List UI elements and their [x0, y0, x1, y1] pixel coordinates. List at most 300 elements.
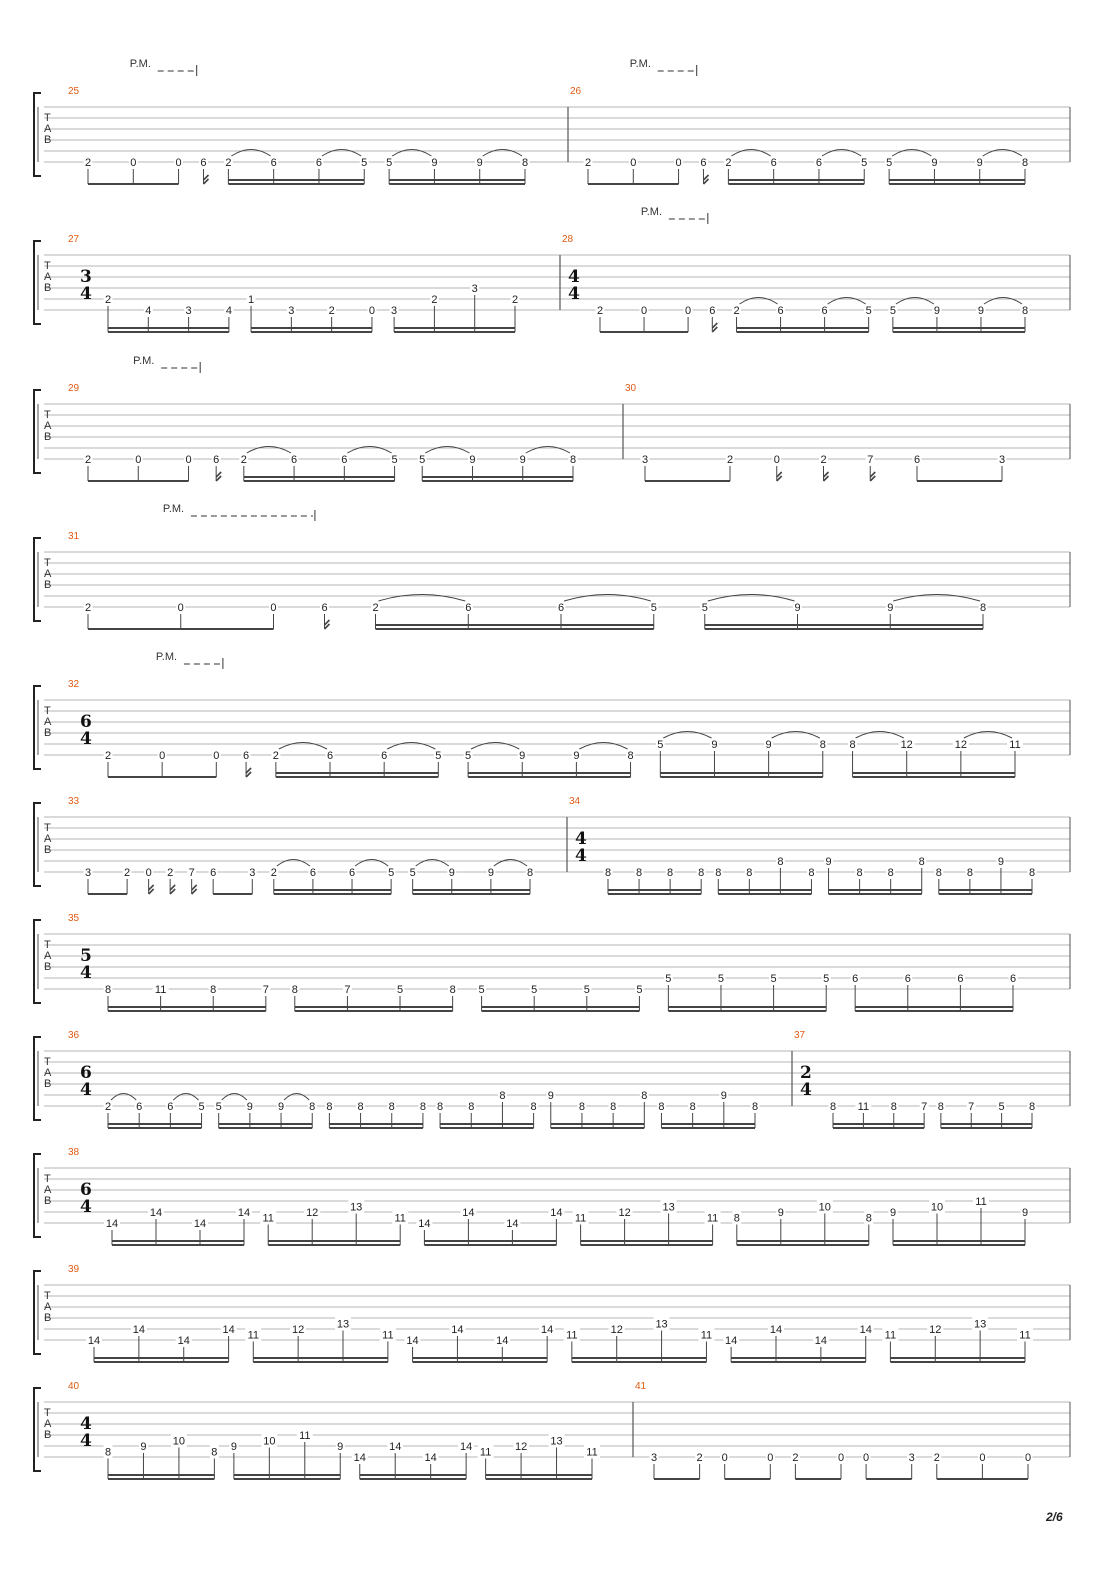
fret-number: 12: [900, 739, 913, 751]
fret-number: 12: [610, 1324, 623, 1336]
tab-system: [34, 913, 1070, 1011]
fret-number: 6: [709, 305, 716, 317]
slur: [277, 860, 310, 867]
fret-number: 6: [913, 454, 921, 466]
fret-number: 5: [361, 157, 368, 169]
measure-25: [68, 58, 530, 184]
fret-number: 11: [884, 1329, 897, 1342]
fret-number: 8: [1021, 157, 1029, 169]
fret-number: 9: [997, 856, 1005, 868]
fret-number: 2: [84, 157, 92, 169]
fret-number: 8: [641, 1090, 648, 1102]
tab-clef-letter: A: [44, 123, 52, 135]
tab-clef-letter: A: [44, 833, 52, 845]
palm-mute-label: P.M.: [155, 651, 178, 663]
fret-number: 6: [815, 157, 823, 169]
tab-clef-letter: T: [44, 112, 51, 124]
fret-number: 7: [344, 984, 351, 996]
tab-system: [34, 1147, 1070, 1245]
tremolo-mark: [203, 175, 208, 184]
fret-number: 14: [132, 1324, 145, 1336]
fret-number: 3: [391, 305, 398, 317]
fret-number: 8: [104, 984, 112, 996]
fret-number: 9: [246, 1101, 253, 1113]
fret-number: 8: [635, 867, 643, 879]
tremolo-mark: [824, 472, 829, 481]
slur: [471, 743, 519, 750]
fret-number: 9: [277, 1101, 285, 1113]
measure-number: 37: [794, 1030, 806, 1041]
fret-number: 14: [859, 1324, 872, 1336]
measure-31: [68, 503, 988, 629]
measure-37: [792, 1030, 1037, 1128]
fret-number: 11: [1019, 1329, 1031, 1342]
fret-number: 14: [550, 1207, 563, 1219]
fret-number: 8: [326, 1101, 333, 1113]
fret-number: 6: [270, 157, 277, 169]
measure-26: [568, 58, 1030, 184]
fret-number: 12: [618, 1207, 631, 1219]
fret-number: 8: [715, 867, 722, 879]
fret-number: 1: [247, 294, 255, 306]
fret-number: 9: [230, 1441, 237, 1453]
fret-number: 5: [465, 750, 472, 762]
tab-clef-letter: T: [44, 1173, 51, 1185]
fret-number: 3: [908, 1452, 915, 1464]
fret-number: 9: [794, 602, 801, 614]
fret-number: 2: [84, 602, 92, 614]
tab-clef-letter: T: [44, 260, 51, 272]
fret-number: 8: [751, 1101, 759, 1113]
fret-number: 9: [931, 157, 938, 169]
tab-clef-letter: T: [44, 939, 51, 951]
tremolo-mark: [870, 472, 875, 481]
time-signature-bottom: 4: [80, 963, 92, 983]
measure-number: 25: [68, 86, 80, 97]
fret-number: 7: [262, 984, 269, 996]
time-signature-bottom: 4: [80, 1197, 92, 1217]
fret-number: 9: [889, 1207, 897, 1219]
measure-number: 27: [68, 234, 80, 245]
fret-number: 6: [770, 157, 777, 169]
time-signature-bottom: 4: [80, 729, 92, 749]
slur: [379, 595, 466, 602]
fret-number: 11: [262, 1212, 274, 1225]
slur: [111, 1094, 136, 1101]
fret-number: 0: [177, 602, 184, 614]
fret-number: 9: [765, 739, 772, 751]
fret-number: 2: [726, 454, 734, 466]
fret-number: 8: [449, 984, 456, 996]
fret-number: 14: [541, 1324, 554, 1336]
fret-number: 2: [431, 294, 438, 306]
fret-number: 8: [291, 984, 298, 996]
slur: [740, 298, 778, 305]
fret-number: 2: [167, 867, 174, 879]
fret-number: 11: [857, 1101, 870, 1113]
fret-number: 6: [210, 867, 217, 879]
fret-number: 8: [104, 1446, 112, 1459]
fret-number: 6: [381, 750, 388, 762]
tab-system: [34, 355, 1070, 481]
slur: [579, 743, 627, 750]
fret-number: 8: [819, 739, 826, 751]
fret-number: 6: [326, 750, 334, 762]
fret-number: 8: [733, 1212, 740, 1225]
fret-number: 0: [630, 157, 637, 169]
fret-number: 14: [462, 1207, 475, 1219]
fret-number: 9: [933, 305, 940, 317]
tremolo-mark: [777, 472, 782, 481]
fret-number: 9: [777, 1207, 784, 1219]
fret-number: 8: [210, 984, 217, 996]
fret-number: 0: [185, 454, 192, 466]
measure-number: 28: [562, 234, 574, 245]
slur: [983, 150, 1022, 157]
slur: [526, 447, 570, 454]
fret-number: 5: [396, 984, 404, 996]
fret-number: 5: [701, 602, 708, 614]
fret-number: 9: [337, 1441, 344, 1453]
fret-number: 6: [341, 454, 348, 466]
fret-number: 9: [1021, 1207, 1029, 1219]
tremolo-mark: [325, 620, 330, 629]
slur: [564, 595, 651, 602]
fret-number: 5: [657, 739, 664, 751]
fret-number: 14: [459, 1441, 473, 1453]
slur: [984, 298, 1022, 305]
tab-clef-letter: T: [44, 1056, 51, 1068]
measure-29: [68, 355, 578, 481]
tab-clef-letter: T: [44, 557, 51, 569]
tab-clef-letter: A: [44, 716, 52, 728]
slur: [856, 732, 904, 739]
fret-number: 8: [578, 1101, 586, 1113]
fret-number: 11: [700, 1329, 713, 1342]
fret-number: 9: [547, 1090, 554, 1102]
fret-number: 6: [557, 602, 565, 614]
fret-number: 0: [130, 157, 137, 169]
fret-number: 11: [479, 1446, 492, 1459]
tab-clef-letter: B: [44, 431, 52, 443]
tab-clef-letter: T: [44, 409, 51, 421]
fret-number: 8: [499, 1090, 506, 1102]
tremolo-mark: [246, 768, 251, 777]
measure-number: 29: [68, 383, 80, 394]
fret-number: 14: [424, 1452, 437, 1464]
tab-clef-letter: A: [44, 1301, 52, 1313]
fret-number: 0: [1024, 1452, 1032, 1464]
tab-system: [34, 206, 1070, 332]
fret-number: 12: [514, 1441, 528, 1453]
fret-number: 3: [249, 867, 256, 879]
fret-number: 8: [746, 867, 753, 879]
fret-number: 2: [328, 305, 335, 317]
fret-number: 14: [193, 1218, 207, 1230]
tab-system: [34, 503, 1070, 629]
tab-clef-letter: T: [44, 1407, 51, 1419]
tab-clef-letter: B: [44, 282, 52, 294]
tab-clef-letter: T: [44, 822, 51, 834]
fret-number: 2: [820, 454, 827, 466]
slur: [387, 743, 435, 750]
slur: [964, 732, 1012, 739]
tab-clef-letter: A: [44, 568, 52, 580]
fret-number: 0: [135, 454, 142, 466]
fret-number: 7: [867, 454, 874, 466]
measure-number: 36: [68, 1030, 80, 1041]
fret-number: 8: [604, 867, 612, 879]
time-signature-top: 4: [575, 829, 587, 849]
tab-system: [34, 796, 1070, 894]
tab-clef-letter: A: [44, 1067, 52, 1079]
fret-number: 9: [825, 856, 832, 868]
time-signature-top: 6: [80, 1180, 92, 1200]
slur: [355, 860, 388, 867]
fret-number: 2: [225, 157, 232, 169]
tab-system: [34, 651, 1070, 777]
tab-clef-letter: A: [44, 1418, 52, 1430]
slur: [392, 150, 431, 157]
measure-number: 40: [68, 1381, 80, 1392]
slur: [731, 150, 770, 157]
measure-35: [68, 913, 1018, 1011]
fret-number: 8: [569, 454, 577, 466]
fret-number: 11: [382, 1329, 394, 1342]
palm-mute-label: P.M.: [133, 355, 155, 367]
measure-33: [68, 796, 535, 894]
slur: [483, 150, 522, 157]
fret-number: 0: [159, 750, 166, 762]
slur: [347, 447, 391, 454]
tab-clef-letter: A: [44, 271, 52, 283]
fret-number: 9: [476, 157, 483, 169]
fret-number: 0: [767, 1452, 774, 1464]
fret-number: 7: [921, 1101, 928, 1113]
measure-38: [68, 1147, 1030, 1245]
fret-number: 13: [550, 1435, 563, 1448]
fret-number: 11: [394, 1212, 406, 1225]
fret-number: 8: [1028, 867, 1036, 879]
slur: [416, 860, 449, 867]
tab-system: [34, 58, 1070, 184]
tab-clef-letter: T: [44, 1290, 51, 1302]
time-signature-bottom: 4: [80, 1431, 92, 1451]
fret-number: 6: [852, 973, 859, 985]
measure-40: [68, 1381, 600, 1479]
tab-clef-letter: A: [44, 420, 52, 432]
fret-number: 8: [777, 856, 784, 868]
fret-number: 7: [188, 867, 195, 879]
fret-number: 5: [388, 867, 395, 879]
fret-number: 8: [935, 867, 942, 879]
fret-number: 14: [177, 1335, 190, 1347]
fret-number: 14: [769, 1324, 783, 1336]
fret-number: 5: [770, 973, 777, 985]
fret-number: 13: [350, 1201, 363, 1214]
fret-number: 8: [887, 867, 894, 879]
slur: [893, 595, 980, 602]
fret-number: 0: [145, 867, 152, 879]
fret-number: 10: [930, 1201, 944, 1214]
fret-number: 8: [1021, 305, 1029, 317]
fret-number: 8: [526, 867, 534, 879]
fret-number: 10: [818, 1201, 831, 1214]
fret-number: 14: [149, 1207, 163, 1219]
fret-number: 8: [698, 867, 705, 879]
fret-number: 8: [610, 1101, 617, 1113]
tremolo-mark: [149, 885, 154, 894]
fret-number: 13: [974, 1318, 987, 1331]
fret-number: 10: [263, 1435, 276, 1448]
fret-number: 14: [237, 1207, 251, 1219]
fret-number: 8: [309, 1101, 316, 1113]
fret-number: 3: [998, 454, 1006, 466]
fret-number: 11: [975, 1196, 987, 1208]
tab-system: [34, 1381, 1070, 1479]
fret-number: 6: [315, 157, 323, 169]
fret-number: 5: [998, 1101, 1005, 1113]
fret-number: 2: [696, 1452, 703, 1464]
fret-number: 5: [435, 750, 442, 762]
fret-number: 8: [530, 1101, 537, 1113]
palm-mute-label: P.M.: [629, 58, 651, 70]
fret-number: 12: [929, 1324, 942, 1336]
time-signature-top: 3: [80, 267, 92, 287]
fret-number: 9: [976, 157, 983, 169]
fret-number: 8: [829, 1101, 837, 1113]
fret-number: 5: [386, 157, 393, 169]
fret-number: 0: [368, 305, 376, 317]
fret-number: 5: [198, 1101, 205, 1113]
fret-number: 11: [247, 1329, 259, 1342]
fret-number: 6: [465, 602, 472, 614]
fret-number: 6: [1009, 973, 1017, 985]
fret-number: 6: [200, 157, 207, 169]
slur: [828, 298, 866, 305]
slur: [173, 1094, 198, 1101]
fret-number: 2: [933, 1452, 940, 1464]
fret-number: 8: [388, 1101, 395, 1113]
fret-number: 5: [478, 984, 485, 996]
fret-number: 0: [675, 157, 682, 169]
fret-number: 5: [531, 984, 538, 996]
measure-number: 30: [625, 383, 637, 394]
tab-clef-letter: A: [44, 950, 52, 962]
fret-number: 3: [641, 454, 649, 466]
slur: [279, 743, 327, 750]
fret-number: 0: [270, 602, 277, 614]
fret-number: 14: [406, 1335, 419, 1347]
fret-number: 8: [856, 867, 863, 879]
time-signature-bottom: 4: [575, 846, 587, 866]
fret-number: 8: [627, 750, 634, 762]
time-signature-bottom: 4: [800, 1080, 812, 1100]
page-number: 2/6: [1046, 1510, 1063, 1524]
fret-number: 9: [448, 867, 455, 879]
fret-number: 0: [773, 454, 780, 466]
fret-number: 0: [837, 1452, 845, 1464]
fret-number: 2: [511, 294, 519, 306]
measure-number: 33: [68, 796, 80, 807]
fret-number: 6: [213, 454, 220, 466]
measure-number: 26: [570, 86, 582, 97]
fret-number: 0: [640, 305, 648, 317]
fret-number: 0: [685, 305, 692, 317]
fret-number: 14: [451, 1324, 464, 1336]
fret-number: 3: [471, 283, 478, 295]
fret-number: 11: [1009, 739, 1021, 751]
fret-number: 8: [849, 739, 856, 751]
fret-number: 12: [292, 1324, 305, 1336]
tremolo-mark: [192, 885, 197, 894]
fret-number: 13: [655, 1318, 668, 1331]
measure-28: [560, 206, 1030, 332]
measure-34: [567, 796, 1037, 894]
fret-number: 5: [215, 1101, 222, 1113]
fret-number: 9: [487, 867, 494, 879]
fret-number: 13: [662, 1201, 675, 1214]
fret-number: 8: [521, 157, 529, 169]
fret-number: 5: [717, 973, 725, 985]
fret-number: 5: [665, 973, 672, 985]
fret-number: 8: [979, 602, 987, 614]
slur: [284, 1094, 309, 1101]
fret-number: 8: [865, 1212, 872, 1225]
palm-mute-label: P.M.: [162, 503, 185, 515]
fret-number: 2: [104, 750, 112, 762]
fret-number: 14: [814, 1335, 827, 1347]
fret-number: 5: [889, 305, 896, 317]
fret-number: 6: [243, 750, 250, 762]
slur: [494, 860, 527, 867]
fret-number: 6: [348, 867, 356, 879]
time-signature-top: 4: [80, 1414, 92, 1434]
fret-number: 6: [700, 157, 707, 169]
tab-clef-letter: B: [44, 1078, 52, 1090]
fret-number: 3: [650, 1452, 658, 1464]
fret-number: 14: [389, 1441, 402, 1453]
fret-number: 2: [733, 305, 740, 317]
time-signature-top: 4: [568, 267, 580, 287]
fret-number: 6: [290, 454, 298, 466]
fret-number: 8: [890, 1101, 897, 1113]
measure-number: 35: [68, 913, 80, 924]
fret-number: 14: [222, 1324, 235, 1336]
fret-number: 3: [288, 305, 295, 317]
fret-number: 6: [821, 305, 828, 317]
tab-clef-letter: A: [44, 1184, 52, 1196]
fret-number: 6: [904, 973, 911, 985]
fret-number: 9: [711, 739, 718, 751]
fret-number: 8: [437, 1101, 444, 1113]
fret-number: 2: [240, 454, 247, 466]
fret-number: 8: [808, 867, 815, 879]
measure-number: 32: [68, 679, 80, 690]
time-signature-top: 5: [80, 946, 92, 966]
measure-41: [633, 1381, 1033, 1479]
time-signature-bottom: 4: [80, 284, 92, 304]
fret-number: 5: [409, 867, 416, 879]
tab-clef-letter: B: [44, 727, 52, 739]
measure-number: 31: [68, 531, 80, 542]
slur: [896, 298, 934, 305]
measure-27: [68, 234, 520, 332]
tab-clef-letter: B: [44, 1195, 52, 1207]
time-signature-top: 6: [80, 712, 92, 732]
fret-number: 0: [863, 1452, 870, 1464]
measure-number: 39: [68, 1264, 80, 1275]
